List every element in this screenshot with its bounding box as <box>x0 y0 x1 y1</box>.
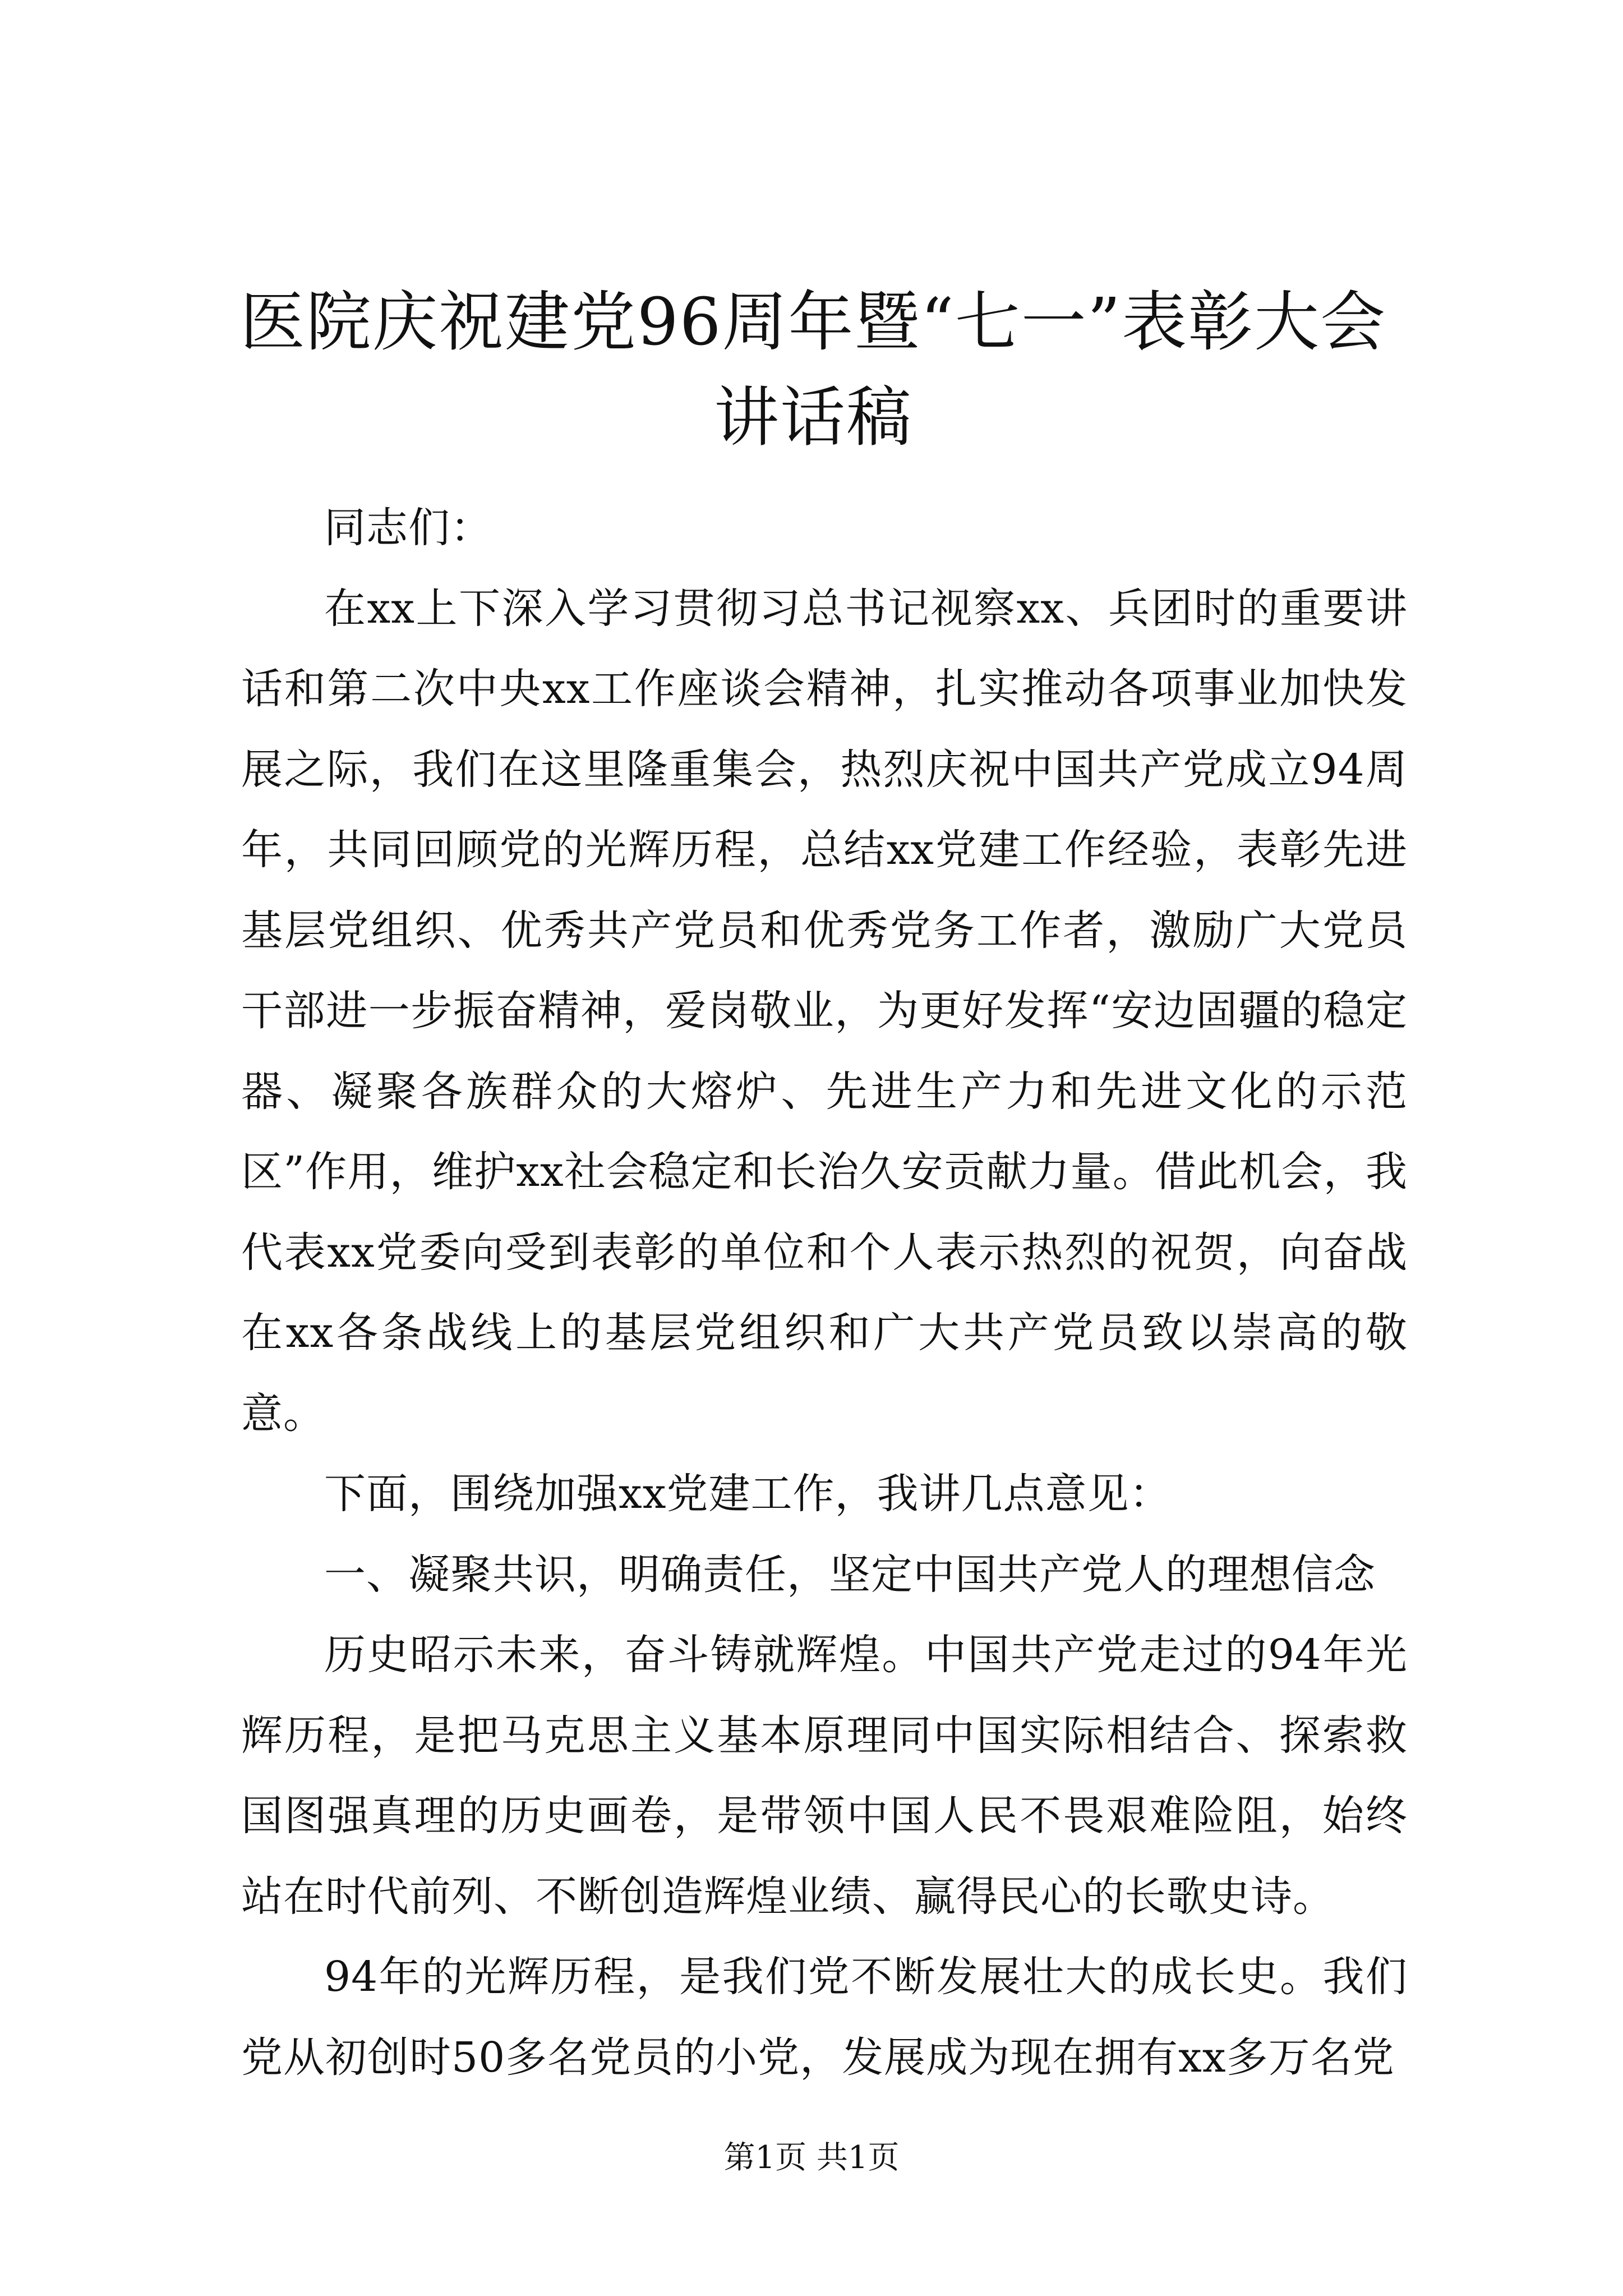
document-body <box>241 488 1408 2098</box>
page-footer: 第1页 共1页 <box>723 2139 900 2176</box>
paragraph-growth: 94年的光辉历程，是我们党不断发展壮大的成长史。我们党从初创时50多名党员的小党，发展成为现在拥有xx多万名党 <box>241 1953 1408 2082</box>
paragraph-salutation: 同志们： <box>324 504 492 552</box>
paragraph-history: 历史昭示未来，奋斗铸就辉煌。中国共产党走过的94年光辉历程，是把马克思主义基本原理同中国实际相结合、探索救国图强真理的历史画卷，是带领中国人民不畏艰难险阻，始终站在时代前列、不断创造辉煌业绩、赢得民心的长歌史诗。 <box>241 1631 1408 1921</box>
paragraph-intro: 下面，围绕加强xx党建工作，我讲几点意见： <box>324 1470 1172 1518</box>
document-title: 医院庆祝建党96周年暨“七一”表彰大会讲话稿 <box>239 284 1387 455</box>
paragraph-opening: 在xx上下深入学习贯彻习总书记视察xx、兵团时的重要讲话和第二次中央xx工作座谈会精神，扎实推动各项事业加快发展之际，我们在这里隆重集会，热烈庆祝中国共产党成立94周年，共同回顾党的光辉历程，总结xx党建工作经验，表彰先进基层党组织、优秀共产党员和优秀党务工作者，激励广大党员干部进一步振奋精神，爱岗敬业，为更好发挥“安边固疆的稳定器、凝聚各族群众的大熔炉、先进生产力和先进文化的示范区”作用，维护xx社会稳定和长治久安贡献力量。借此机会，我代表xx党委向受到表彰的单位和个人表示热烈的祝贺，向奋战在xx各条战线上的基层党组织和广大共产党员致以崇高的敬意。 <box>241 584 1408 1438</box>
section-heading-1: 一、凝聚共识，明确责任，坚定中国共产党人的理想信念 <box>324 1550 1376 1599</box>
